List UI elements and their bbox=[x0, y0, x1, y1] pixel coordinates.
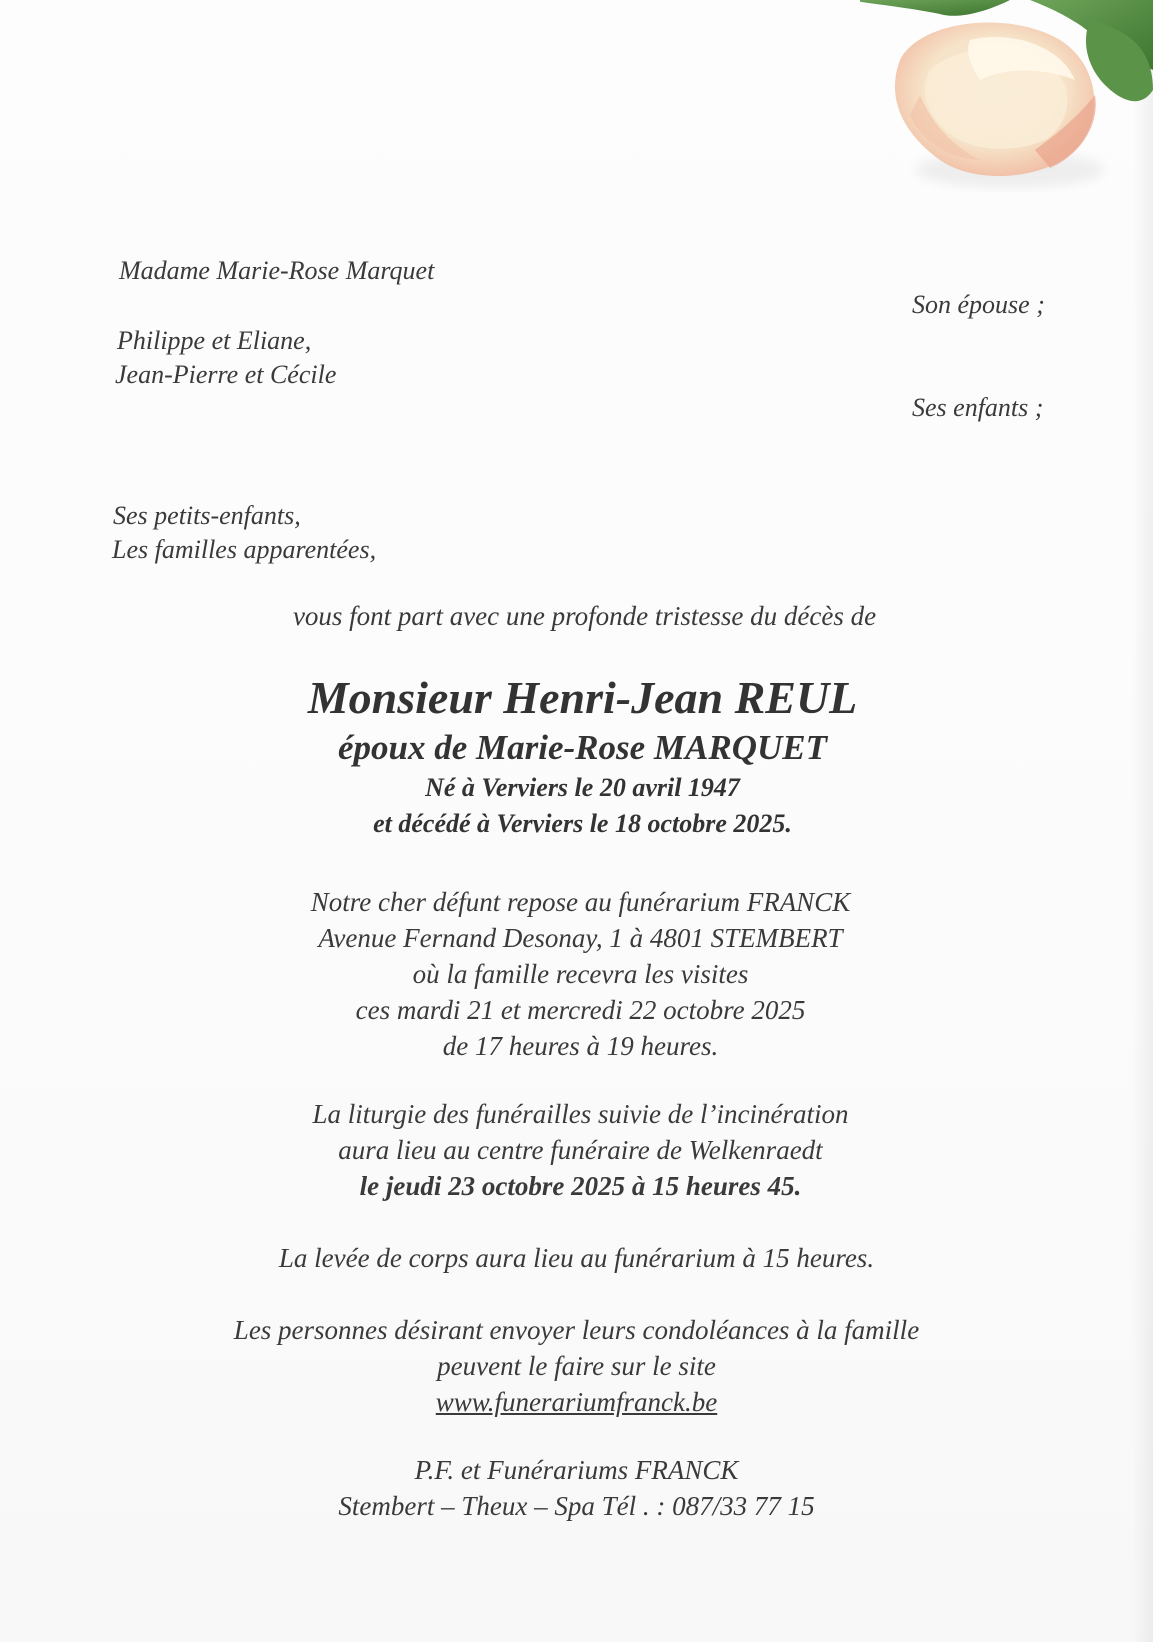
liturgy-block bbox=[4, 1096, 1153, 1204]
announcement-text: vous font part avec une profonde tristesse du décès de bbox=[292, 601, 877, 631]
death-line: et décédé à Verviers le 18 octobre 2025. bbox=[373, 809, 792, 838]
condolences-line-2: peuvent le faire sur le site bbox=[437, 1351, 716, 1381]
website-link[interactable]: www.funerariumfranck.be bbox=[435, 1387, 718, 1417]
rose-flower-icon bbox=[860, 0, 1153, 200]
levee-text: La levée de corps aura lieu au funérarium à 15 heures. bbox=[278, 1243, 875, 1273]
grandchildren-line: Ses petits-enfants, bbox=[113, 501, 301, 530]
visits-block bbox=[4, 884, 1153, 1064]
liturgy-line-1: La liturgie des funérailles suivie de l’incinération bbox=[312, 1099, 849, 1129]
liturgy-line-2: aura lieu au centre funéraire de Welkenraedt bbox=[338, 1135, 823, 1165]
deceased-block bbox=[6, 670, 1153, 842]
funeral-contact: Stembert – Theux – Spa Tél . : 087/33 77 15 bbox=[338, 1491, 815, 1521]
children-line-1: Philippe et Eliane, bbox=[117, 326, 312, 355]
spouse-role: Son épouse ; bbox=[912, 290, 1045, 319]
children-line-2: Jean-Pierre et Cécile bbox=[115, 360, 337, 389]
children-role: Ses enfants ; bbox=[912, 393, 1044, 422]
funeral-company: P.F. et Funérariums FRANCK bbox=[414, 1455, 739, 1485]
condolences-block bbox=[0, 1312, 1153, 1420]
relatives-line: Les familles apparentées, bbox=[112, 535, 377, 564]
rest-line-2: Avenue Fernand Desonay, 1 à 4801 STEMBERT bbox=[318, 923, 843, 953]
rest-line-3: où la famille recevra les visites bbox=[412, 959, 749, 989]
condolences-line-1: Les personnes désirant envoyer leurs condoléances à la famille bbox=[233, 1315, 920, 1345]
rest-line-5: de 17 heures à 19 heures. bbox=[442, 1031, 719, 1061]
deceased-name: Monsieur Henri-Jean REUL bbox=[307, 672, 858, 723]
deceased-spouse: époux de Marie-Rose MARQUET bbox=[337, 728, 828, 767]
footer-block bbox=[0, 1452, 1153, 1524]
spouse-name: Madame Marie-Rose Marquet bbox=[119, 256, 435, 285]
birth-line: Né à Verviers le 20 avril 1947 bbox=[425, 773, 740, 802]
liturgy-date: le jeudi 23 octobre 2025 à 15 heures 45. bbox=[359, 1171, 802, 1201]
rest-line-4: ces mardi 21 et mercredi 22 octobre 2025 bbox=[355, 995, 806, 1025]
rest-line-1: Notre cher défunt repose au funérarium FRANCK bbox=[310, 887, 851, 917]
